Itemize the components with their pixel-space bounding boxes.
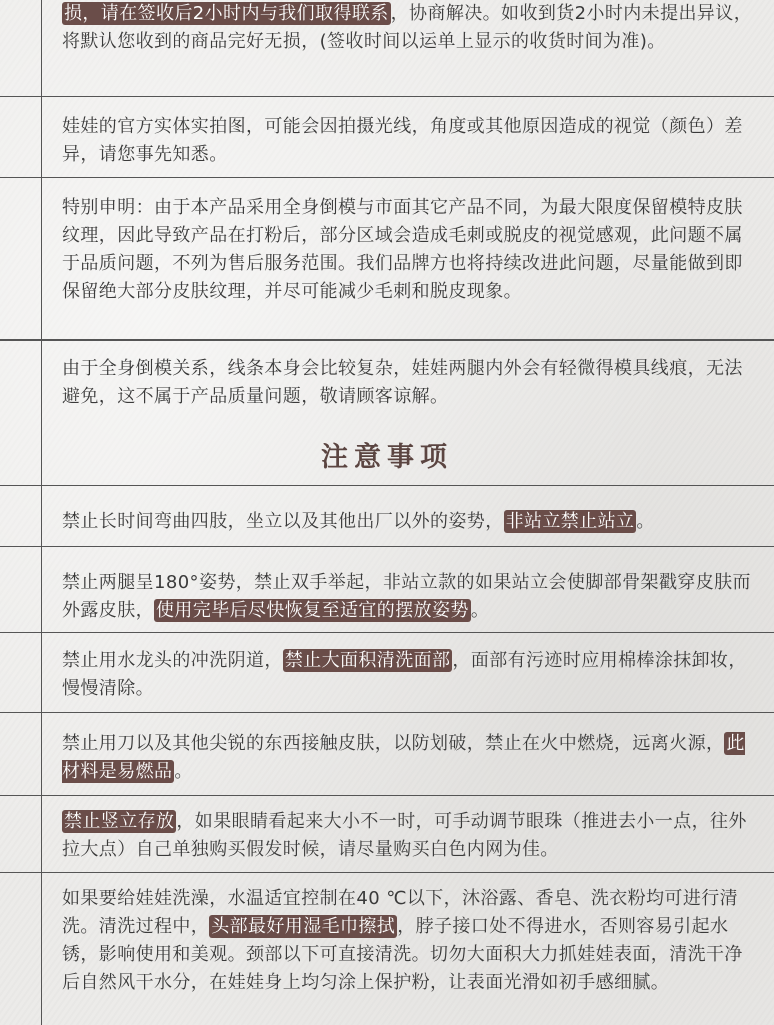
highlighted-text: 使用完毕后尽快恢复至适宜的摆放姿势 <box>156 600 469 621</box>
text-run: 特别申明：由于本产品采用全身倒模与市面其它产品不同，为最大限度保留模特皮肤纹理，因此导致产品在打粉后，部分区域会造成毛刺或脱皮的视觉感观，此问题不属于品质问题，不列为售后服务范围。我们品牌方也将持续改进此问题，尽量能做到即保留绝大部分皮肤纹理，并尽可能减少毛刺和脱皮现象。 <box>62 197 743 302</box>
text-run: 由于全身倒模关系，线条本身会比较复杂，娃娃两腿内外会有轻微得模具线痕，无法避免，这不属于产品质量问题，敬请顾客谅解。 <box>62 358 743 407</box>
text-run: 。 <box>174 761 193 782</box>
text-run: 禁止用水龙头的冲洗阴道， <box>62 650 283 671</box>
precaution-text <box>62 508 756 536</box>
note-text <box>62 0 756 56</box>
precaution-block <box>0 796 774 873</box>
text-run: 如果要给娃娃洗澡，水温适宜控制在40 ℃以下，沐浴露、香皂、洗衣粉均可进行清洗。清洗过程中， <box>62 888 739 937</box>
text-run: ，协商解决。如收到货2小时内未提出异议，将默认您收到的商品完好无损，(签收时间以运单上显示的收货时间为准)。 <box>62 3 753 52</box>
precaution-text <box>62 730 756 786</box>
note-block <box>0 97 774 178</box>
precaution-block <box>0 485 774 547</box>
text-run: 禁止用刀以及其他尖锐的东西接触皮肤，以防划破，禁止在火中燃烧，远离火源， <box>62 733 725 754</box>
note-block <box>0 0 774 97</box>
precaution-block <box>0 633 774 713</box>
note-text <box>62 355 756 411</box>
highlighted-text: 头部最好用湿毛巾擦拭 <box>211 916 396 937</box>
text-run: ，脖子接口处不得进水，否则容易引起水锈，影响使用和美观。颈部以下可直接清洗。切勿大面积大力抓娃娃表面，清洗干净后自然风干水分，在娃娃身上均匀涂上保护粉，让表面光滑如初手感细腻。 <box>62 916 743 993</box>
highlighted-text: 此材料是易燃品 <box>62 733 745 782</box>
note-block <box>0 340 774 430</box>
text-run: ，面部有污迹时应用棉棒涂抹卸妆，慢慢清除。 <box>62 650 747 699</box>
note-text <box>62 194 756 306</box>
text-run: 禁止两腿呈180°姿势，禁止双手举起，非站立款的如果站立会使脚部骨架戳穿皮肤而外露皮肤， <box>62 572 751 621</box>
precaution-block <box>0 547 774 633</box>
precaution-text <box>62 647 756 703</box>
precaution-text <box>62 569 756 625</box>
precaution-block <box>0 713 774 796</box>
text-run: 。 <box>636 511 655 532</box>
text-run: ，如果眼睛看起来大小不一时，可手动调节眼珠（推进去小一点，往外拉大点）自己单独购买假发时候，请尽量购买白色内网为佳。 <box>62 811 747 860</box>
precaution-text <box>62 808 756 864</box>
section-title: 注意事项 <box>321 442 453 473</box>
highlighted-text: 禁止大面积清洗面部 <box>284 650 451 671</box>
text-run: 娃娃的官方实体实拍图，可能会因拍摄光线，角度或其他原因造成的视觉（颜色）差异，请您事先知悉。 <box>62 116 743 165</box>
note-text <box>62 113 756 169</box>
text-run: 禁止长时间弯曲四肢，坐立以及其他出厂以外的姿势， <box>62 511 504 532</box>
text-run: 。 <box>470 600 490 621</box>
highlighted-text: 非站立禁止站立 <box>505 511 635 532</box>
note-block <box>0 178 774 340</box>
precaution-text <box>62 885 756 997</box>
highlighted-text: 损，请在签收后2小时内与我们取得联系 <box>64 3 389 24</box>
precaution-block <box>0 873 774 1025</box>
highlighted-text: 禁止竖立存放 <box>64 811 175 832</box>
